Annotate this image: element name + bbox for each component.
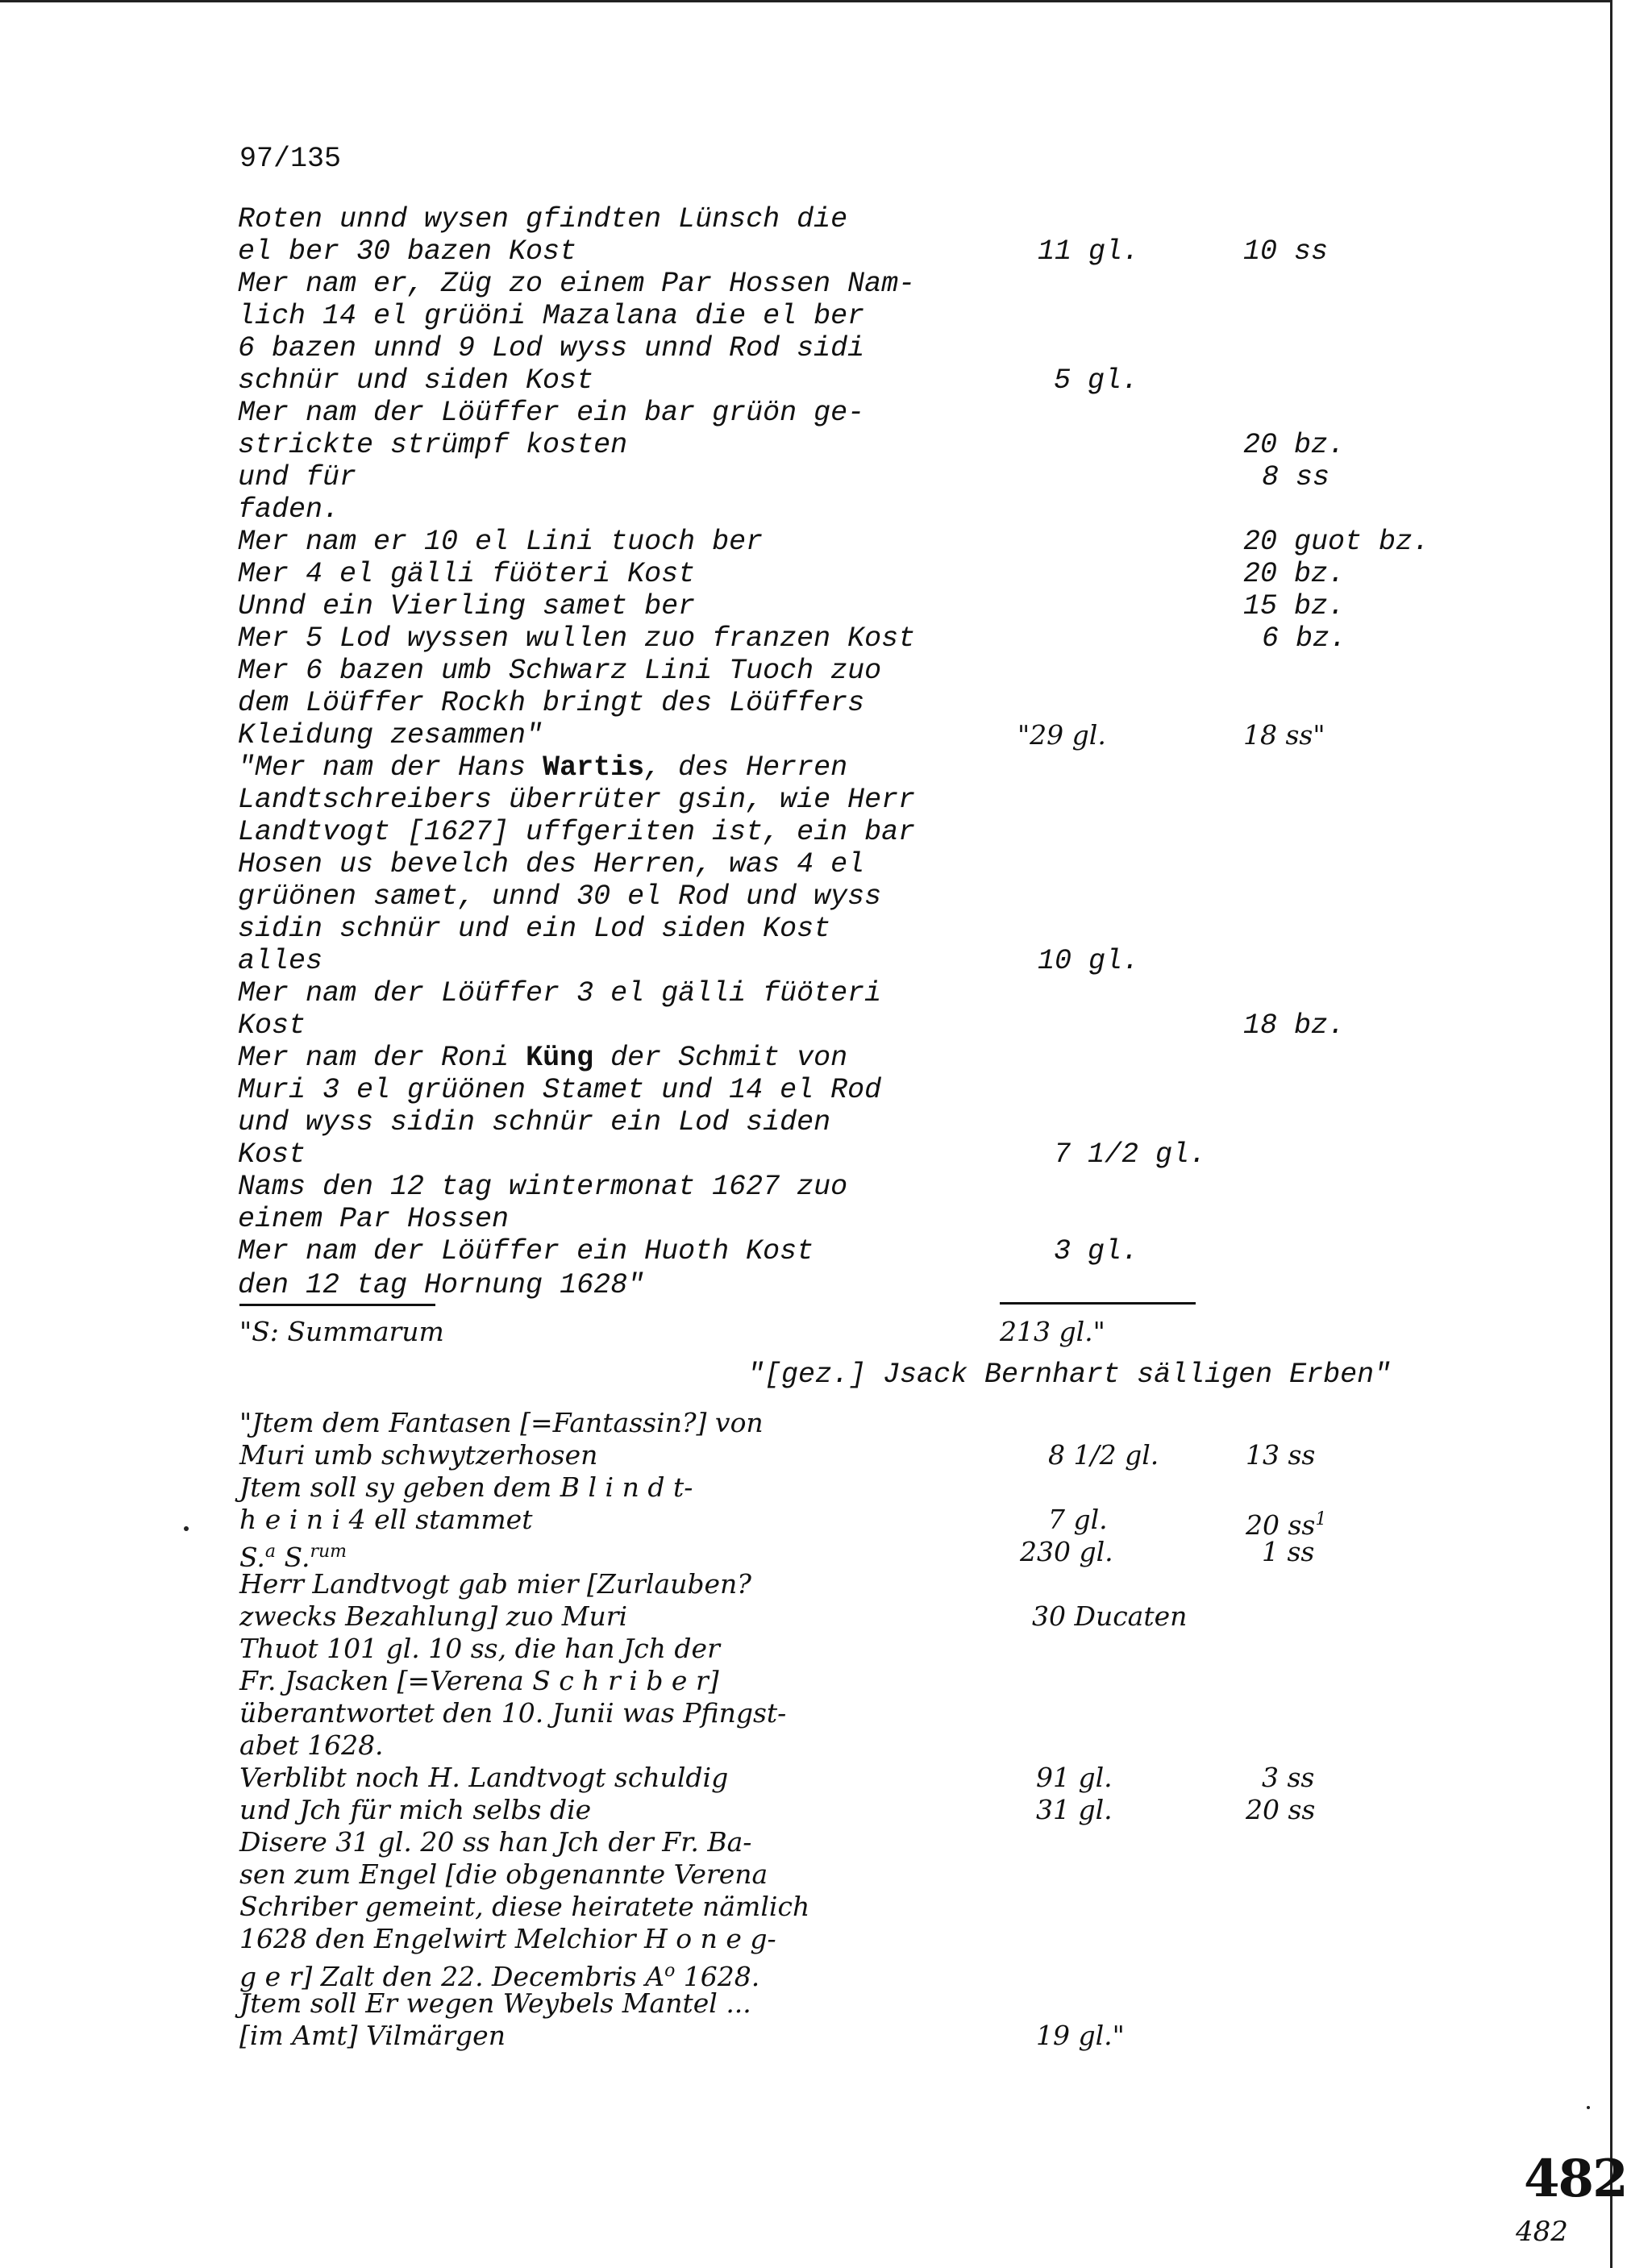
margin-dot xyxy=(184,1526,189,1531)
text-line: Herr Landtvogt gab mier [Zurlauben? xyxy=(239,1568,751,1600)
text-line: Mer nam er, Züg zo einem Par Hossen Nam- xyxy=(238,268,916,300)
text-line: Nams den 12 tag wintermonat 1627 zuo xyxy=(238,1171,848,1203)
text-line: Mer 6 bazen umb Schwarz Lini Tuoch zuo xyxy=(238,655,882,687)
text-line: Unnd ein Vierling samet ber xyxy=(238,590,696,622)
text-line: 1628 den Engelwirt Melchior H o n e g- xyxy=(239,1923,776,1954)
text-line: dem Löüffer Rockh bringt des Löüffers xyxy=(238,687,865,719)
text-line: lich 14 el grüöni Mazalana die el ber xyxy=(238,300,865,332)
text-line: Mer nam der Löüffer ein bar grüön ge- xyxy=(238,397,865,429)
text-line: Muri umb schwytzerhosen xyxy=(239,1439,598,1471)
amount-gulden: 8 1/2 gl. xyxy=(1048,1439,1159,1471)
underline-rule xyxy=(239,1304,435,1306)
text-line: grüönen samet, unnd 30 el Rod und wyss xyxy=(238,880,882,913)
text-line: Mer 5 Lod wyssen wullen zuo franzen Kost xyxy=(238,622,916,655)
text-line: Landtvogt [1627] uffgeriten ist, ein bar xyxy=(238,816,916,848)
text-line: Schriber gemeint, diese heiratete nämlich xyxy=(239,1891,810,1922)
text-line: "Mer nam der Hans Wartis, des Herren xyxy=(238,751,848,784)
amount-minor: 20 bz. xyxy=(1243,429,1346,461)
amount-minor: 13 ss xyxy=(1246,1439,1316,1471)
text-line: alles xyxy=(238,945,323,977)
amount-gulden: 19 gl." xyxy=(1036,2020,1125,2051)
amount-gulden: "29 gl. xyxy=(1017,719,1106,751)
amount-minor: 18 ss" xyxy=(1243,719,1325,751)
total-amount: 213 gl." xyxy=(1000,1316,1105,1347)
text-line: und Jch für mich selbs die xyxy=(239,1794,592,1825)
amount-gulden: 7 1/2 gl. xyxy=(1054,1138,1207,1171)
text-line: 6 bazen unnd 9 Lod wyss unnd Rod sidi xyxy=(238,332,865,364)
text-line: strickte strümpf kosten xyxy=(238,429,628,461)
amount-minor: 3 ss xyxy=(1262,1762,1315,1793)
amount-minor: 20 ss xyxy=(1246,1794,1316,1825)
text-line: Roten unnd wysen gfindten Lünsch die xyxy=(238,203,848,235)
margin-dot xyxy=(1587,2106,1590,2109)
amount-minor: 20 bz. xyxy=(1243,558,1346,590)
amount-minor: 20 guot bz. xyxy=(1243,526,1430,558)
text-line: Landtschreibers überrüter gsin, wie Herr xyxy=(238,784,916,816)
text-line: Verblibt noch H. Landtvogt schuldig xyxy=(239,1762,729,1793)
text-line: Mer nam er 10 el Lini tuoch ber xyxy=(238,526,764,558)
amount-gulden: 3 gl. xyxy=(1054,1235,1139,1267)
amount-gulden: 10 gl. xyxy=(1038,945,1140,977)
amount-gulden: 5 gl. xyxy=(1054,364,1139,397)
text-line: und wyss sidin schnür ein Lod siden xyxy=(238,1106,831,1138)
text-line: und für xyxy=(238,461,357,493)
amount-gulden: 11 gl. xyxy=(1038,235,1140,268)
text-line: Fr. Jsacken [=Verena S c h r i b e r] xyxy=(239,1665,719,1696)
text-line: g e r] Zalt den 22. Decembris $A^o$ 1628. xyxy=(239,1961,760,1992)
amount-gulden: 230 gl. xyxy=(1020,1536,1113,1567)
text-line: Kleidung zesammen" xyxy=(238,719,543,751)
text-line: Mer nam der Löüffer ein Huoth Kost xyxy=(238,1235,814,1267)
text-line: el ber 30 bazen Kost xyxy=(238,235,577,268)
text-line: abet 1628. xyxy=(239,1729,384,1761)
text-line: Muri 3 el grüönen Stamet und 14 el Rod xyxy=(238,1074,882,1106)
text-line: Mer nam der Roni Küng der Schmit von xyxy=(238,1042,848,1074)
text-line: faden. xyxy=(238,493,340,526)
amount-ducats: 30 Ducaten xyxy=(1032,1600,1188,1632)
text-line: sidin schnür und ein Lod siden Kost xyxy=(238,913,831,945)
amount-gulden: 31 gl. xyxy=(1036,1794,1113,1825)
text-line: Thuot 101 gl. 10 ss, die han Jch der xyxy=(239,1633,720,1664)
text-line: zwecks Bezahlung] zuo Muri xyxy=(239,1600,628,1632)
text-line: Kost xyxy=(238,1138,306,1171)
text-line: Mer nam der Löüffer 3 el gälli füöteri xyxy=(238,977,882,1009)
amount-gulden: 91 gl. xyxy=(1036,1762,1113,1793)
text-line: Jtem soll sy geben dem B l i n d t- xyxy=(239,1471,693,1503)
text-line: schnür und siden Kost xyxy=(238,364,594,397)
text-line: Hosen us bevelch des Herren, was 4 el xyxy=(238,848,865,880)
folio-number: 482 xyxy=(1524,2149,1627,2209)
text-line: einem Par Hossen xyxy=(238,1203,510,1235)
text-line: "Jtem dem Fantasen [=Fantassin?] von xyxy=(239,1407,764,1438)
text-line: Disere 31 gl. 20 ss han Jch der Fr. Ba- xyxy=(239,1826,752,1858)
text-line: Jtem soll Er wegen Weybels Mantel ... xyxy=(239,1987,751,2019)
amount-minor: 8 ss xyxy=(1262,461,1330,493)
text-line: den 12 tag Hornung 1628" xyxy=(238,1269,645,1301)
text-line: [im Amt] Vilmärgen xyxy=(239,2020,506,2051)
page-reference: 97/135 xyxy=(239,143,342,175)
amount-gulden: 7 gl. xyxy=(1048,1504,1108,1535)
sum-abbreviation: S.$^a$ S.$^{rum}$ xyxy=(239,1542,347,1573)
person-name: Wartis xyxy=(543,751,645,784)
text-line: h e i n i 4 ell stammet xyxy=(239,1504,533,1535)
amount-minor: 6 bz. xyxy=(1262,622,1347,655)
text-line: Mer 4 el gälli füöteri Kost xyxy=(238,558,696,590)
footnote-marker: 1 xyxy=(1315,1509,1327,1529)
text-line: Kost xyxy=(238,1009,306,1042)
amount-minor: 18 bz. xyxy=(1243,1009,1346,1042)
amount-minor: 15 bz. xyxy=(1243,590,1346,622)
amount-minor: 1 ss xyxy=(1262,1536,1315,1567)
total-label: "S: Summarum xyxy=(239,1316,444,1347)
text-line: sen zum Engel [die obgenannte Verena xyxy=(239,1858,768,1890)
folio-number-small: 482 xyxy=(1516,2216,1568,2248)
text-line: überantwortet den 10. Junii was Pfingst- xyxy=(239,1697,787,1729)
sum-rule xyxy=(1000,1302,1196,1305)
person-name: Küng xyxy=(526,1042,594,1074)
amount-minor: 10 ss xyxy=(1243,235,1329,268)
amount-minor: 20 $ss^1$ xyxy=(1246,1509,1327,1541)
signature-line: "[gez.] Jsack Bernhart sälligen Erben" xyxy=(747,1359,1392,1391)
